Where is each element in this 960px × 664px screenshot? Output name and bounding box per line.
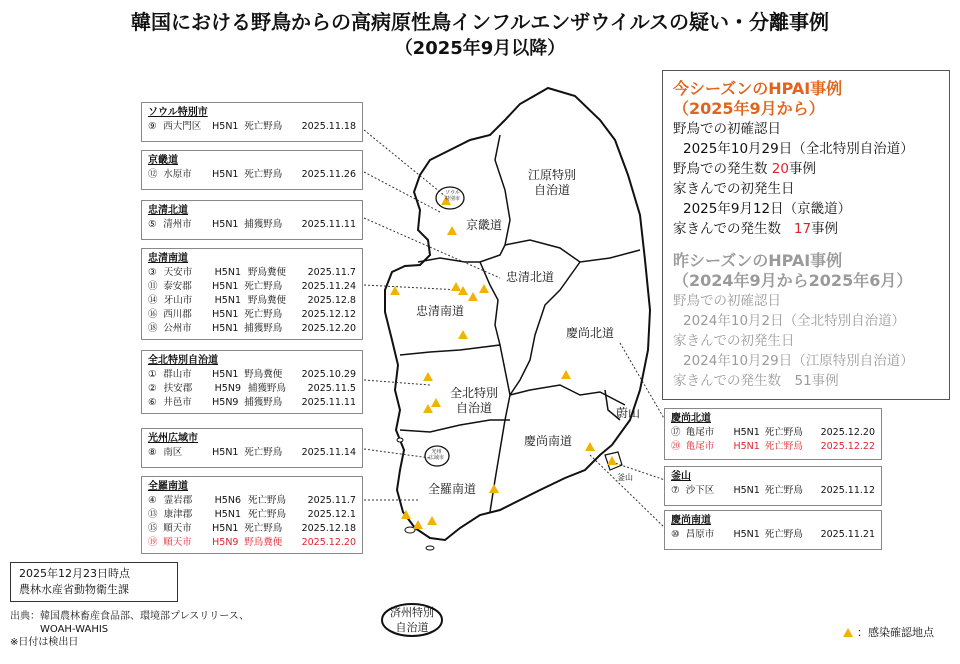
province-label-jeju: 済州特別 自治道 [390, 606, 434, 634]
province-label-chungbuk: 忠清北道 [506, 270, 555, 284]
case-box-jeonbuk [141, 350, 363, 414]
case-box-jeonnam [141, 476, 363, 554]
case-row: ⑤ 清州市 H5N1 捕獲野鳥 2025.11.11 [148, 219, 356, 230]
current-season-heading: 今シーズンのHPAI事例 [673, 79, 843, 98]
case-row: ⑩ 昌原市 H5N1 死亡野鳥 2025.11.21 [671, 529, 875, 540]
case-row: ② 扶安郡 H5N9 捕獲野鳥 2025.11.5 [148, 383, 356, 394]
case-row-highlight: ⑳ 亀尾市 H5N1 死亡野鳥 2025.12.22 [671, 441, 875, 452]
city-label-seoul: ソウル 特別市 [445, 190, 461, 202]
case-box-chungbuk [141, 200, 363, 240]
first-poultry-date: 2025年9月12日（京畿道） [683, 201, 852, 217]
legend-label: ：感染確認地点 [857, 626, 934, 639]
prev-first-wild-date: 2024年10月2日（全北特別自治道） [683, 313, 906, 329]
case-box-title: ソウル特別市 [148, 107, 208, 118]
case-box-title: 慶尚南道 [671, 515, 711, 526]
case-row: ⑦ 沙下区 H5N1 死亡野鳥 2025.11.12 [671, 485, 875, 496]
page-subtitle: （2025年9月以降） [394, 38, 566, 59]
season-summary-box [662, 70, 950, 400]
case-box-seoul [141, 102, 363, 142]
province-label-gyeongnam: 慶尚南道 [524, 434, 573, 448]
province-label-gyeongbuk: 慶尚北道 [566, 326, 615, 340]
case-box-gwangju [141, 428, 363, 468]
case-box-title: 釜山 [671, 471, 691, 482]
case-row: ④ 霊岩郡 H5N6 死亡野鳥 2025.11.7 [148, 495, 356, 506]
poultry-count-line: 家きんでの発生数 17事例 [673, 221, 839, 237]
island [405, 527, 415, 533]
current-season-period: （2025年9月から） [673, 99, 825, 118]
poultry-count: 17 [793, 221, 812, 237]
island [426, 546, 434, 550]
source-line: 出典：韓国農林畜産食品部、環境部プレスリリース、 [10, 611, 250, 622]
as-of-dept: 農林水産省動物衛生課 [19, 583, 129, 596]
province-label-ulsan: 蔚山 [616, 406, 641, 420]
case-row: ⑬ 康津郡 H5N1 死亡野鳥 2025.12.1 [148, 509, 356, 520]
wild-count: 20 [771, 161, 789, 177]
case-box-gyeongnam [664, 510, 882, 550]
case-box-title: 光州広域市 [148, 433, 198, 444]
page-title: 韓国における野鳥からの高病原性鳥インフルエンザウイルスの疑い・分離事例 [131, 10, 829, 34]
as-of-box [10, 562, 178, 602]
case-box-chungnam [141, 248, 363, 340]
prev-poultry-count: 家きんでの発生数 51事例 [673, 373, 839, 389]
first-wild-label: 野鳥での初確認日 [673, 121, 781, 137]
province-label-jeonnam: 全羅南道 [428, 482, 477, 496]
prev-season-heading: 昨シーズンのHPAI事例 [673, 251, 843, 270]
leader-line-gyeongnam [590, 455, 665, 528]
case-box-busan [664, 466, 882, 506]
source-line: WOAH-WAHIS [40, 624, 109, 635]
case-row: ⑪ 泰安郡 H5N1 死亡野鳥 2025.11.24 [148, 281, 356, 292]
triangle-marker-icon [843, 628, 853, 637]
island [397, 438, 403, 442]
case-row: ① 群山市 H5N1 野鳥糞便 2025.10.29 [148, 369, 356, 380]
case-row: ③ 天安市 H5N1 野鳥糞便 2025.11.7 [148, 267, 356, 278]
case-row-highlight: ⑲ 順天市 H5N9 野鳥糞便 2025.12.20 [148, 537, 356, 548]
case-row: ⑯ 西川郡 H5N1 死亡野鳥 2025.12.12 [148, 309, 356, 320]
case-row: ⑱ 公州市 H5N1 捕獲野鳥 2025.12.20 [148, 323, 356, 334]
province-label-chungnam: 忠清南道 [416, 304, 465, 318]
date-note: ※日付は検出日 [10, 637, 79, 648]
wild-count-line: 野鳥での発生数 20事例 [673, 161, 816, 177]
case-box-title: 京畿道 [148, 155, 178, 166]
province-label-busan: 釜山 [617, 473, 633, 482]
case-row: ⑥ 井邑市 H5N9 捕獲野鳥 2025.11.11 [148, 397, 356, 408]
legend [843, 624, 934, 640]
first-wild-date: 2025年10月29日（全北特別自治道） [683, 141, 914, 157]
case-box-title: 忠清北道 [148, 205, 188, 216]
prev-first-poultry-label: 家きんでの初発生日 [673, 333, 795, 349]
prev-season-period: （2024年9月から2025年6月） [673, 271, 913, 290]
case-row: ⑭ 牙山市 H5N1 野鳥糞便 2025.12.8 [148, 295, 356, 306]
case-box-gyeongbuk [664, 408, 882, 460]
case-box-title: 慶尚北道 [671, 413, 711, 424]
case-row: ⑰ 亀尾市 H5N1 死亡野鳥 2025.12.20 [671, 427, 875, 438]
case-row: ⑨ 西大門区 H5N1 死亡野鳥 2025.11.18 [148, 121, 356, 132]
case-box-title: 全羅南道 [148, 481, 188, 492]
province-label-jeonbuk: 全北特別 自治道 [450, 386, 499, 415]
case-row: ⑮ 順天市 H5N1 死亡野鳥 2025.12.18 [148, 523, 356, 534]
case-row: ⑫ 水原市 H5N1 死亡野鳥 2025.11.26 [148, 169, 356, 180]
case-box-title: 全北特別自治道 [148, 355, 218, 366]
province-label-gangwon: 江原特別 自治道 [528, 168, 577, 197]
case-row: ⑧ 南区 H5N1 死亡野鳥 2025.11.14 [148, 447, 356, 458]
source-note [10, 610, 249, 649]
prev-first-poultry-date: 2024年10月29日（江原特別自治道） [683, 353, 914, 369]
as-of-date: 2025年12月23日時点 [19, 567, 130, 580]
first-poultry-label: 家きんでの初発生日 [673, 181, 795, 197]
province-label-gyeonggi: 京畿道 [466, 218, 503, 232]
case-box-title: 忠清南道 [148, 253, 188, 264]
case-box-gyeonggi [141, 150, 363, 190]
city-label-gwangju: 光州 広域市 [429, 449, 445, 461]
prev-first-wild-label: 野鳥での初確認日 [673, 293, 781, 309]
